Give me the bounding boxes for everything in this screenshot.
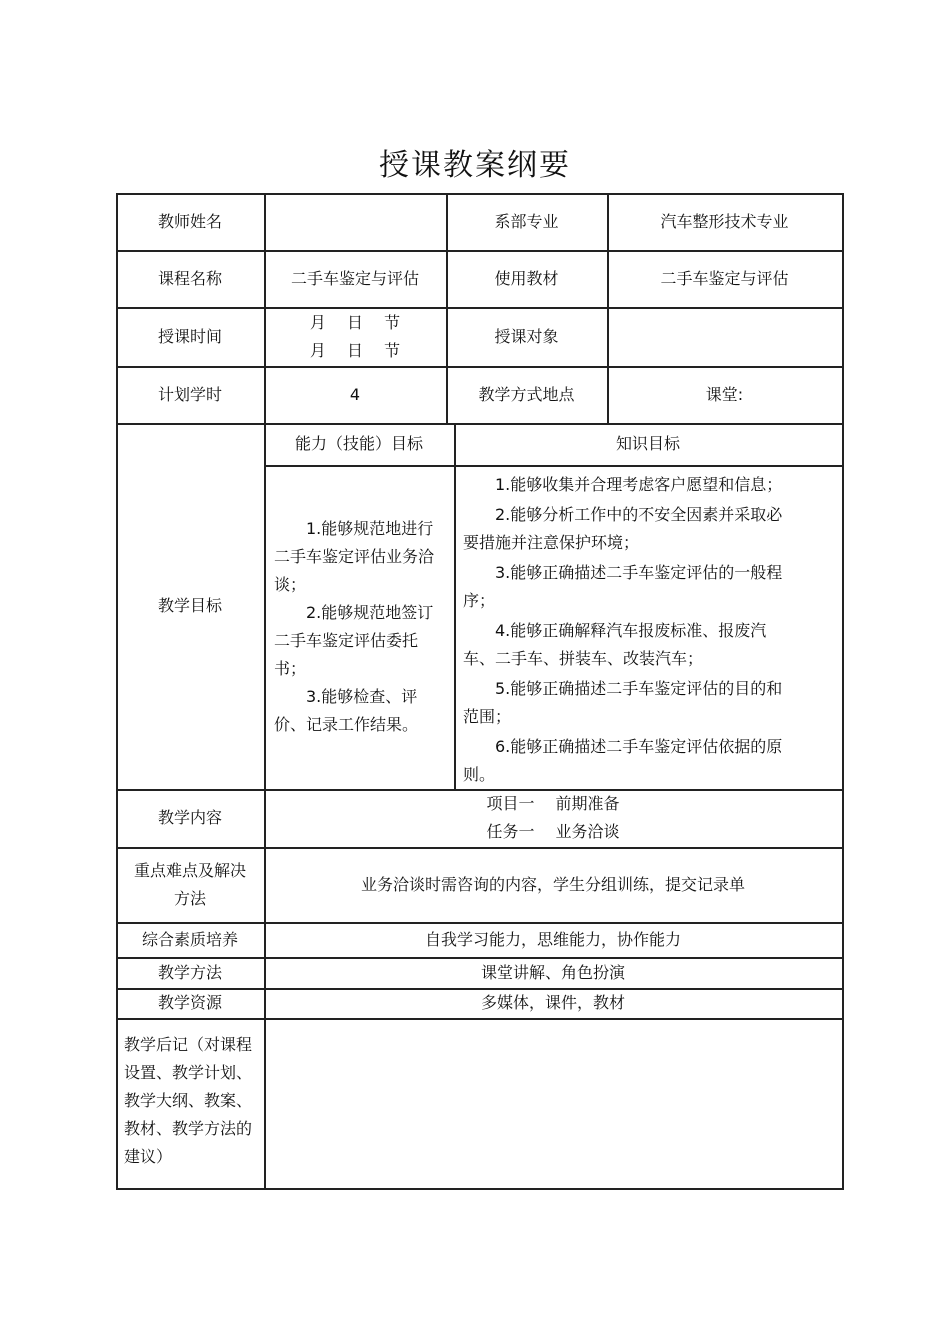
audience-value [607,307,842,366]
textbook-label: 使用教材 [494,268,559,288]
teaching-resources-value: 多媒体，课件，教材 [480,993,625,1012]
quality-value: 自我学习能力，思维能力，协作能力 [424,929,681,949]
teaching-time-label: 授课时间 [157,326,222,346]
planned-hours-label: 计划学时 [157,384,222,404]
table-border-bottom [116,1188,844,1190]
list-item: 6.能够正确描述二手车鉴定评估依据的原则。 [463,737,783,784]
table-border-right [842,193,844,1190]
list-item: 3.能够检查、评价、记录工作结果。 [274,687,419,734]
content-project: 项目一 前期准备 [486,794,620,813]
teaching-resources-label: 教学资源 [157,993,222,1012]
course-name-value: 二手车鉴定与评估 [290,268,419,288]
content-task: 任务一 业务洽谈 [486,822,620,841]
department-label: 系部专业 [494,211,559,231]
key-points-value: 业务洽谈时需咨询的内容，学生分组训练，提交记录单 [360,874,745,894]
list-item: 5.能够正确描述二手车鉴定评估的目的和范围； [463,679,783,726]
teaching-content-value [264,789,842,847]
planned-hours-value: 4 [349,384,361,404]
teaching-mode-label: 教学方式地点 [478,384,575,404]
teaching-method-label: 教学方法 [157,962,222,982]
page-title: 授课教案纲要 [379,148,571,183]
quality-label: 综合素质培养 [141,929,238,949]
key-points-label: 重点难点及解决方法 [133,860,246,908]
department-value: 汽车整形技术专业 [660,211,789,231]
goals-col-divider [454,423,456,789]
list-item: 1.能够规范地进行二手车鉴定评估业务洽谈； [274,519,435,594]
teaching-content-label: 教学内容 [157,808,222,827]
audience-label: 授课对象 [494,326,559,346]
knowledge-goals-header: 知识目标 [615,434,680,453]
ability-goals-header: 能力（技能）目标 [294,434,423,453]
course-name-label: 课程名称 [157,268,222,288]
lesson-plan-table [116,193,844,1190]
teaching-method-value: 课堂讲解、角色扮演 [480,962,625,982]
teacher-name-value [264,193,446,250]
textbook-value: 二手车鉴定与评估 [660,268,789,288]
list-item: 3.能够正确描述二手车鉴定评估的一般程序； [463,563,783,610]
teaching-mode-value: 课堂: [705,384,744,404]
teaching-time-line-1: 月 日 节 [309,312,401,332]
list-item: 2.能够规范地签订二手车鉴定评估委托书； [274,603,434,678]
list-item: 1.能够收集并合理考虑客户愿望和信息； [495,475,783,494]
postscript-label: 教学后记（对课程设置、教学计划、教学大纲、教案、教材、教学方法的建议） [124,1035,253,1166]
knowledge-goals-list [463,469,795,789]
teacher-name-label: 教师姓名 [157,211,222,231]
list-item: 4.能够正确解释汽车报废标准、报废汽车、二手车、拼装车、改装汽车； [463,621,767,668]
postscript-value [264,1018,842,1188]
teaching-time-value [264,307,446,366]
teaching-time-line-2: 月 日 节 [309,340,401,360]
list-item: 2.能够分析工作中的不安全因素并采取必要措施并注意保护环境； [463,505,783,552]
ability-goals-list [274,465,444,789]
teaching-goals-label: 教学目标 [157,596,222,615]
